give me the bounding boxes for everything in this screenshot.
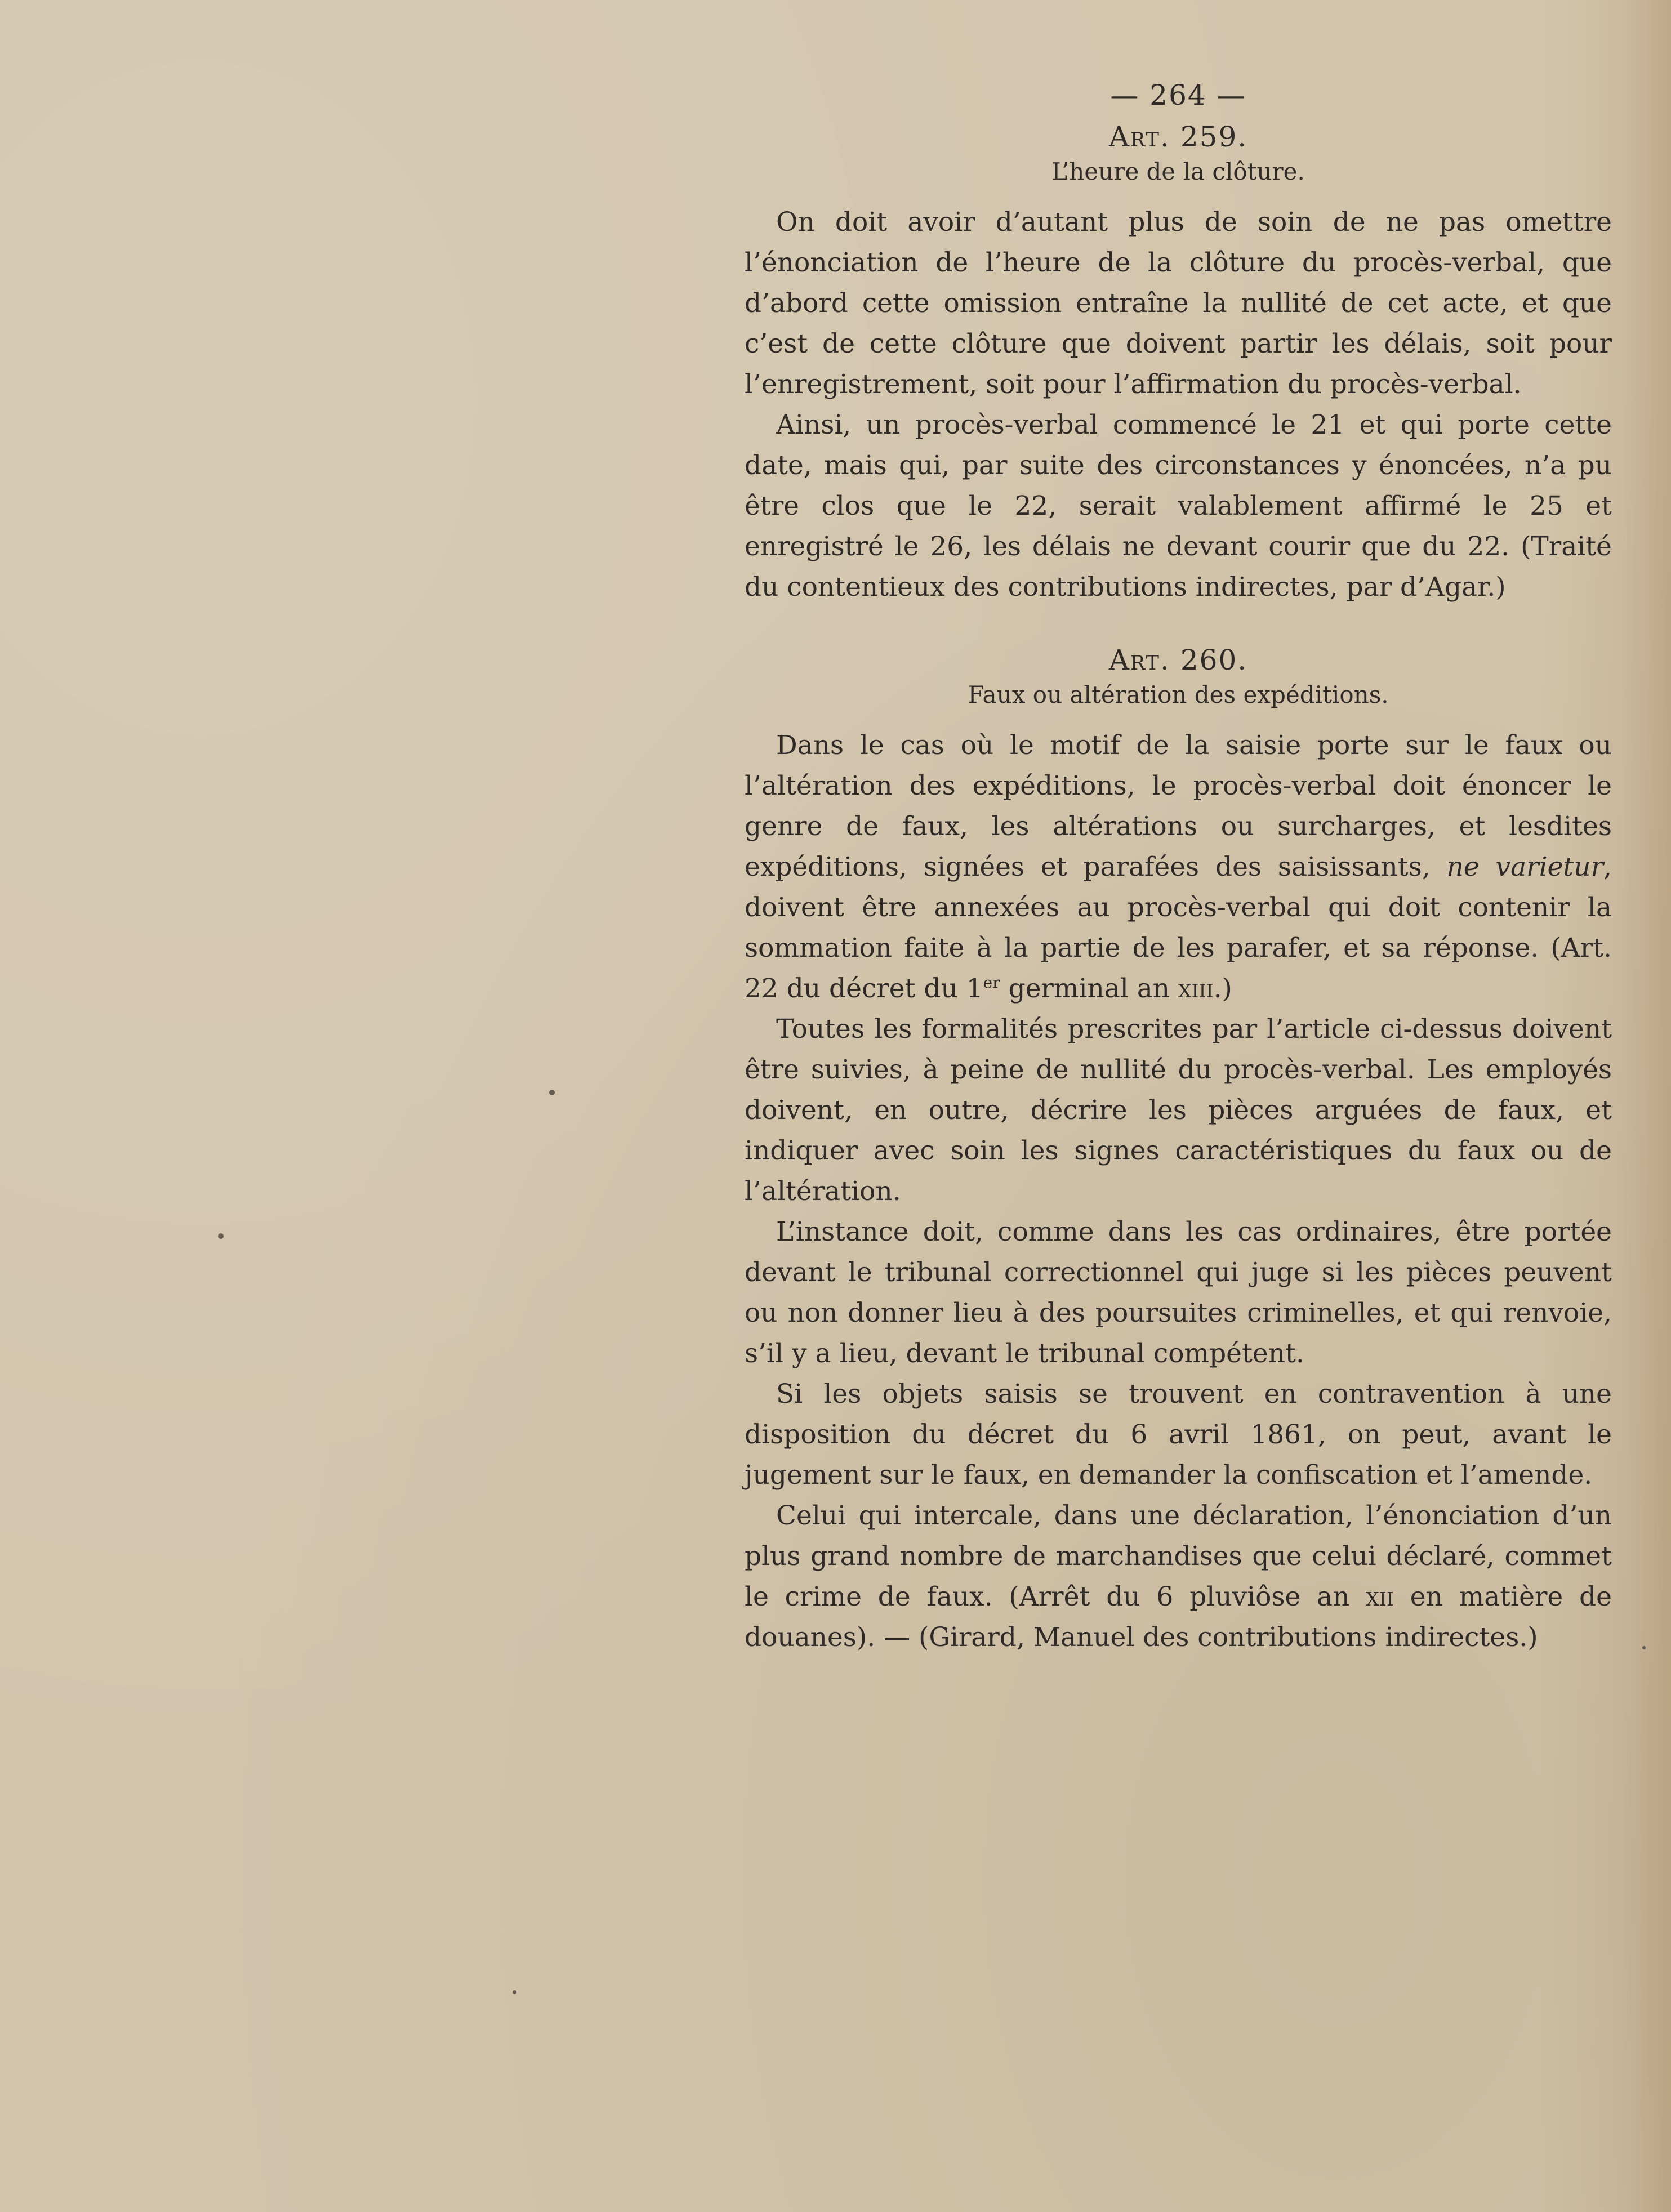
paragraph-text: germinal an (1000, 973, 1178, 1004)
ink-speck (218, 1233, 224, 1239)
paragraph-text: Celui qui intercale, dans une déclaration, l’énonciation d’un plus grand nombre de marchandises que celui déclaré, commet le crime de faux. (Arrêt du 6 pluviôse an (745, 1500, 1612, 1612)
article-heading (745, 644, 1612, 676)
page-number: — 264 — (1110, 79, 1246, 112)
superscript: er (983, 973, 1000, 992)
paragraph: Si les objets saisis se trouvent en contravention à une disposition du décret du 6 avril 1861, on peut, avant le jugement sur le faux, en demander la confiscation et l’amende. (745, 1379, 1612, 1491)
latin-phrase: ne varietur (1446, 851, 1604, 882)
ink-speck (513, 1990, 516, 1994)
article-title: Faux ou altération des expéditions. (968, 681, 1389, 708)
paragraph (745, 1496, 1612, 1658)
text-column (745, 79, 1612, 1658)
article-heading (745, 121, 1612, 153)
paragraph (745, 725, 1612, 1009)
article-heading-number: . 259. (1160, 121, 1248, 153)
paragraph: On doit avoir d’autant plus de soin de ne pas omettre l’énonciation de l’heure de la clôture du procès-verbal, que d’abord cette omission entraîne la nullité de cet acte, et que c’est de cette clôture que doivent partir les délais, soit pour l’enregistrement, soit pour l’affirmation du procès-verbal. (745, 207, 1612, 400)
article-heading-number: . 260. (1160, 644, 1248, 676)
ink-speck (549, 1090, 555, 1095)
roman-numeral: xii (1366, 1581, 1394, 1612)
paragraph: Ainsi, un procès-verbal commencé le 21 et qui porte cette date, mais qui, par suite des circonstances y énoncées, n’a pu être clos que le 22, serait valablement affirmé le 25 et enregistré le 26, les délais ne devant courir que du 22. (Traité du contentieux des contributions indirectes, par d’Agar.) (745, 409, 1612, 603)
article-heading-prefix: Art (1108, 644, 1161, 676)
paragraph-text: , doivent être annexées au procès-verbal qui doit contenir la sommation faite à la partie de les parafer, et sa réponse. (Art. 22 du décret du 1 (745, 851, 1612, 1004)
ink-speck (1642, 1646, 1646, 1649)
paragraph-text: .) (1213, 973, 1232, 1004)
section-gap (745, 608, 1612, 644)
article-heading-prefix: Art (1108, 121, 1161, 153)
paragraph: Toutes les formalités prescrites par l’article ci-dessus doivent être suivies, à peine de nullité du procès-verbal. Les employés doivent, en outre, décrire les pièces arguées de faux, et indiquer avec soin les signes caractéristiques du faux ou de l’altération. (745, 1014, 1612, 1207)
roman-numeral: xiii (1178, 973, 1214, 1004)
page-edge-shadow (1620, 0, 1671, 2212)
article-260 (745, 644, 1612, 1658)
paragraph-text: en matière de douanes). — (Girard, Manuel des contributions indirectes.) (745, 1581, 1612, 1653)
paragraph: L’instance doit, comme dans les cas ordinaires, être portée devant le tribunal correctionnel qui juge si les pièces peuvent ou non donner lieu à des poursuites criminelles, et qui renvoie, s’il y a lieu, devant le tribunal compétent. (745, 1216, 1612, 1369)
paragraph-text: Dans le cas où le motif de la saisie porte sur le faux ou l’altération des expéditions, le procès-verbal doit énoncer le genre de faux, les altérations ou surcharges, et lesdites expéditions, signées et parafées des saisissants, (745, 730, 1612, 882)
article-title: L’heure de la clôture. (1051, 158, 1305, 185)
article-259 (745, 121, 1612, 608)
